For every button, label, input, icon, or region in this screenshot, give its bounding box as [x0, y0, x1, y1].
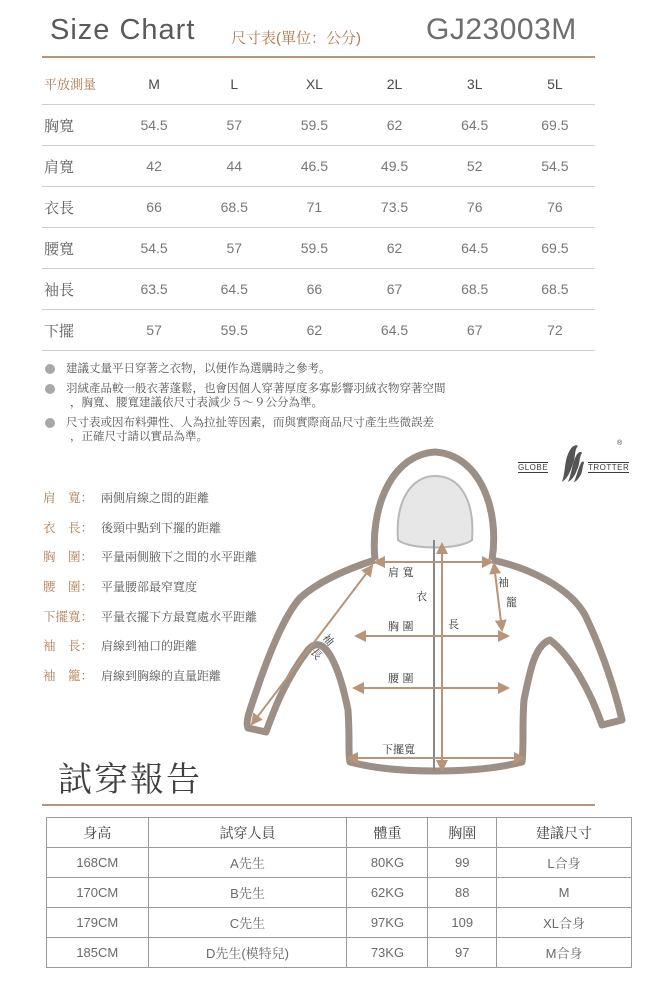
row-label: 衣長	[42, 187, 114, 228]
size-heading: 3L	[435, 63, 515, 105]
report-header-cell: 建議尺寸	[497, 818, 632, 848]
size-heading: M	[114, 63, 194, 105]
note-text: 建議丈量平日穿著之衣物，以便作為選購時之參考。	[66, 363, 331, 375]
table-cell: 67	[435, 310, 515, 351]
bullet-icon	[45, 384, 55, 394]
size-table	[42, 63, 595, 351]
table-cell: 97	[428, 938, 497, 968]
note-text: ，正確尺寸請以實品為準。	[70, 431, 208, 443]
definition-desc: 肩線到袖口的距離	[101, 639, 198, 654]
table-row	[42, 105, 595, 146]
table-cell: 62	[354, 228, 434, 269]
table-cell: 44	[194, 146, 274, 187]
size-header-row	[42, 63, 595, 105]
table-cell: 72	[515, 310, 595, 351]
table-cell: 57	[194, 228, 274, 269]
table-cell: XL合身	[497, 908, 632, 938]
table-cell: 57	[114, 310, 194, 351]
table-row	[47, 938, 632, 968]
table-cell: 67	[354, 269, 434, 310]
length-label: 長	[448, 618, 459, 631]
table-cell: 42	[114, 146, 194, 187]
size-heading: 5L	[515, 63, 595, 105]
table-row	[47, 878, 632, 908]
table-cell: 109	[428, 908, 497, 938]
table-cell: 49.5	[354, 146, 434, 187]
table-cell: 62	[354, 105, 434, 146]
definition-desc: 平量衣擺下方最寬處水平距離	[101, 609, 258, 624]
table-cell: 71	[274, 187, 354, 228]
row-label: 腰寬	[42, 228, 114, 269]
hem-label: 下擺寬	[382, 743, 415, 756]
table-row	[42, 187, 595, 228]
bottom-divider	[42, 804, 595, 806]
table-cell: 185CM	[47, 938, 149, 968]
table-cell: 76	[515, 187, 595, 228]
row-label: 袖長	[42, 269, 114, 310]
report-header-row	[47, 818, 632, 848]
table-row	[42, 228, 595, 269]
table-cell: 57	[194, 105, 274, 146]
size-heading: XL	[274, 63, 354, 105]
table-cell: 59.5	[274, 105, 354, 146]
report-header-cell: 胸圍	[428, 818, 497, 848]
table-row	[47, 908, 632, 938]
table-cell: 76	[435, 187, 515, 228]
table-cell: 69.5	[515, 105, 595, 146]
table-cell: 170CM	[47, 878, 149, 908]
table-cell: A先生	[148, 848, 347, 878]
armhole-label: 籠	[506, 596, 517, 609]
table-cell: 97KG	[347, 908, 428, 938]
table-cell: 179CM	[47, 908, 149, 938]
length-label: 衣	[416, 590, 427, 603]
table-cell: 99	[428, 848, 497, 878]
report-header-cell: 身高	[47, 818, 149, 848]
table-cell: 62	[274, 310, 354, 351]
definition-term: 袖 長：	[43, 639, 94, 654]
page-title: Size Chart	[50, 14, 196, 46]
hood-lining	[398, 476, 473, 548]
definition-term: 下擺寬：	[43, 609, 94, 624]
sleeve-label: 袖	[319, 631, 337, 649]
armhole-arrow	[494, 564, 502, 630]
table-row	[42, 310, 595, 351]
table-cell: M合身	[497, 938, 632, 968]
table-cell: 68.5	[194, 187, 274, 228]
notes-list	[44, 362, 564, 450]
table-cell: 64.5	[435, 105, 515, 146]
registered-mark: ®	[617, 440, 623, 447]
table-cell: 52	[435, 146, 515, 187]
table-cell: D先生(模特兒)	[148, 938, 347, 968]
table-cell: 62KG	[347, 878, 428, 908]
table-cell: 88	[428, 878, 497, 908]
note-text: 尺寸表或因布料彈性、人為拉扯等因素，而與實際商品尺寸產生些微誤差	[66, 417, 434, 429]
page-subtitle: 尺寸表(單位：公分)	[231, 30, 361, 47]
report-header-cell: 體重	[347, 818, 428, 848]
model-number: GJ23003M	[426, 13, 577, 46]
table-cell: 64.5	[194, 269, 274, 310]
size-heading: L	[194, 63, 274, 105]
note-item	[44, 362, 564, 376]
definition-desc: 後頸中點到下擺的距離	[101, 520, 222, 535]
top-divider	[42, 56, 595, 58]
table-cell: 54.5	[114, 228, 194, 269]
armhole-label: 袖	[498, 576, 509, 589]
definition-desc: 肩線到胸線的直量距離	[101, 669, 222, 684]
table-cell: 64.5	[354, 310, 434, 351]
table-cell: 59.5	[274, 228, 354, 269]
table-cell: 69.5	[515, 228, 595, 269]
table-cell: 66	[274, 269, 354, 310]
definition-desc: 平量兩側腋下之間的水平距離	[101, 550, 258, 565]
note-text: ，胸寬、腰寬建議依尺寸表減少５～９公分為準。	[70, 397, 323, 409]
sleeve-label: 長	[307, 645, 325, 663]
table-cell: M	[497, 878, 632, 908]
table-cell: B先生	[148, 878, 347, 908]
row-label: 下擺	[42, 310, 114, 351]
definition-desc: 平量腰部最窄寬度	[101, 580, 198, 595]
table-cell: 54.5	[114, 105, 194, 146]
table-row	[42, 146, 595, 187]
waist-label: 腰 圍	[388, 672, 414, 685]
table-cell: 64.5	[435, 228, 515, 269]
logo-text-left: GLOBE	[518, 463, 549, 472]
table-cell: 59.5	[194, 310, 274, 351]
definition-term: 衣 長：	[43, 520, 94, 535]
shoulder-label: 肩 寬	[388, 566, 414, 579]
row-label: 肩寬	[42, 146, 114, 187]
table-cell: 54.5	[515, 146, 595, 187]
definition-term: 胸 圍：	[43, 550, 94, 565]
table-row	[42, 269, 595, 310]
corner-label: 平放測量	[42, 63, 114, 105]
report-header-cell: 試穿人員	[148, 818, 347, 848]
table-cell: 68.5	[435, 269, 515, 310]
fitting-report-table	[46, 817, 632, 968]
definition-term: 腰 圍：	[43, 580, 94, 595]
size-heading: 2L	[354, 63, 434, 105]
table-cell: 68.5	[515, 269, 595, 310]
report-title: 試穿報告	[58, 761, 202, 799]
table-cell: 63.5	[114, 269, 194, 310]
bullet-icon	[45, 364, 55, 374]
table-cell: L合身	[497, 848, 632, 878]
table-cell: 66	[114, 187, 194, 228]
row-label: 胸寬	[42, 105, 114, 146]
table-cell: 168CM	[47, 848, 149, 878]
logo-text-right: TROTTER	[588, 463, 630, 472]
note-item	[44, 382, 564, 410]
note-text: 羽絨產品較一般衣著蓬鬆，也會因個人穿著厚度多寡影響羽絨衣物穿著空間	[66, 383, 446, 395]
definition-term: 袖 籠：	[43, 669, 94, 684]
chest-label: 胸 圍	[388, 620, 414, 633]
table-cell: 73KG	[347, 938, 428, 968]
definition-desc: 兩側肩線之間的距離	[101, 491, 210, 505]
jacket-diagram	[230, 440, 640, 780]
definition-term: 肩 寬：	[43, 491, 94, 505]
table-cell: 80KG	[347, 848, 428, 878]
table-cell: 46.5	[274, 146, 354, 187]
table-cell: 73.5	[354, 187, 434, 228]
table-cell: C先生	[148, 908, 347, 938]
bullet-icon	[45, 418, 55, 428]
table-row	[47, 848, 632, 878]
